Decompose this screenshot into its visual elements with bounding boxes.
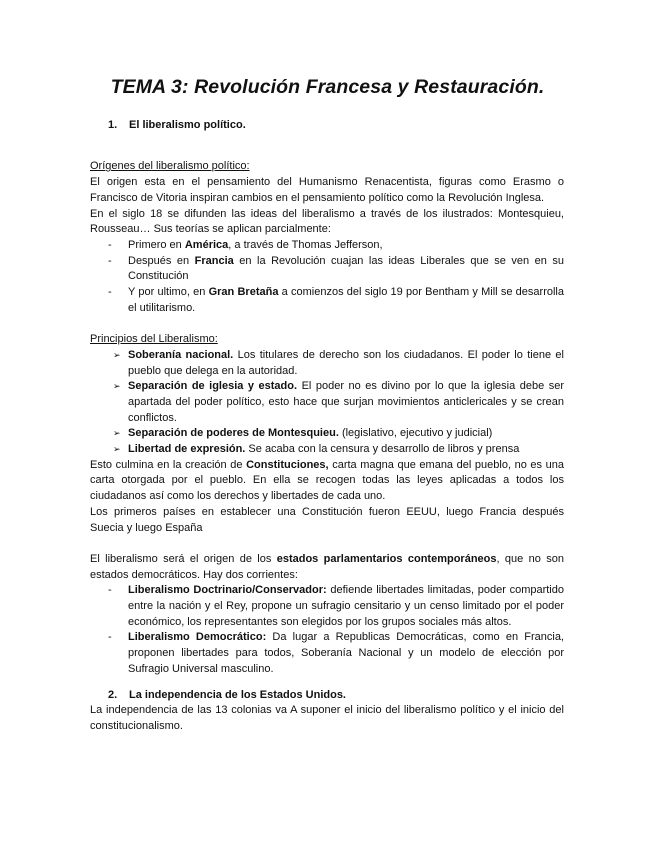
arrow-bullet-icon: ➢	[113, 349, 121, 360]
paragraph: El origen esta en el pensamiento del Humanismo Renacentista, figuras como Erasmo o Francisco de Vitoria inspiran cambios en el pensamiento político como la Revolución Inglesa.	[90, 176, 564, 204]
list-item: - Primero en América, a través de Thomas Jefferson,	[90, 238, 564, 254]
dash-bullet: -	[108, 584, 112, 597]
liberalism-list	[90, 583, 564, 677]
subheading-origins: Orígenes del liberalismo político:	[90, 160, 250, 173]
list-item: ➢ Separación de iglesia y estado. El poder no es divino por lo que la iglesia debe ser apartada del poder político, esto hace que surjan movimientos anticlericales y se crean conflictos.	[90, 379, 564, 426]
dash-bullet: -	[108, 286, 112, 299]
subheading-principles: Principios del Liberalismo:	[90, 333, 218, 346]
paragraph: La independencia de las 13 colonias va A suponer el inicio del liberalismo político y el inicio del constitucionalismo.	[90, 704, 564, 732]
dash-bullet: -	[108, 254, 112, 267]
arrow-bullet-icon: ➢	[113, 444, 121, 455]
list-item: - Liberalismo Doctrinario/Conservador: defiende libertades limitadas, poder compartido entre la nación y el Rey, propone un sufragio censitario y un censo limitado por el poder económico, los representantes son elegidos por los grupos sociales más altos.	[90, 583, 564, 630]
list-item: ➢ Libertad de expresión. Se acaba con la censura y desarrollo de libros y prensa	[90, 442, 564, 458]
list-item: ➢ Separación de poderes de Montesquieu. (legislativo, ejecutivo y judicial)	[90, 426, 564, 442]
paragraph: Los primeros países en establecer una Constitución fueron EEUU, luego Francia después Suecia y luego España	[90, 505, 564, 534]
dash-bullet: -	[108, 238, 112, 251]
principles-list	[90, 348, 564, 458]
paragraph: En el siglo 18 se difunden las ideas del liberalismo a través de los ilustrados: Montesquieu, Rousseau… Sus teorías se aplican parcialmente:	[90, 207, 564, 236]
origins-list	[90, 238, 564, 317]
arrow-bullet-icon: ➢	[113, 381, 121, 392]
document-body	[90, 118, 564, 735]
section-number: 1.	[108, 119, 118, 131]
section-heading-2	[90, 688, 564, 704]
section-heading-1	[90, 118, 564, 134]
list-item: ➢ Soberanía nacional. Los titulares de derecho son los ciudadanos. El poder lo tiene el pueblo que delega en la autoridad.	[90, 348, 564, 379]
section-title: La independencia de los Estados Unidos.	[129, 688, 346, 701]
list-item: - Y por ultimo, en Gran Bretaña a comienzos del siglo 19 por Bentham y Mill se desarrolla el utilitarismo.	[90, 285, 564, 316]
arrow-bullet-icon: ➢	[113, 428, 121, 439]
paragraph: Esto culmina en la creación de Constituciones, carta magna que emana del pueblo, no es una carta otorgada por el pueblo. En ella se recogen todas las leyes aplicadas a todos los ciudadanos así como los derechos y libertades de cada uno.	[90, 458, 564, 503]
section-number: 2.	[108, 688, 118, 701]
list-item: - Liberalismo Democrático: Da lugar a Republicas Democráticas, como en Francia, proponen libertades para todos, Soberanía Nacional y un modelo de elección por Sufragio Universal masculino.	[90, 630, 564, 677]
paragraph: El liberalismo será el origen de los estados parlamentarios contemporáneos, que no son estados democráticos. Hay dos corrientes:	[90, 552, 564, 581]
section-title: El liberalismo político.	[129, 119, 246, 131]
page-title: TEMA 3: Revolución Francesa y Restauración.	[110, 76, 545, 98]
dash-bullet: -	[108, 631, 112, 644]
list-item: - Después en Francia en la Revolución cuajan las ideas Liberales que se ven en su Constitución	[90, 254, 564, 285]
